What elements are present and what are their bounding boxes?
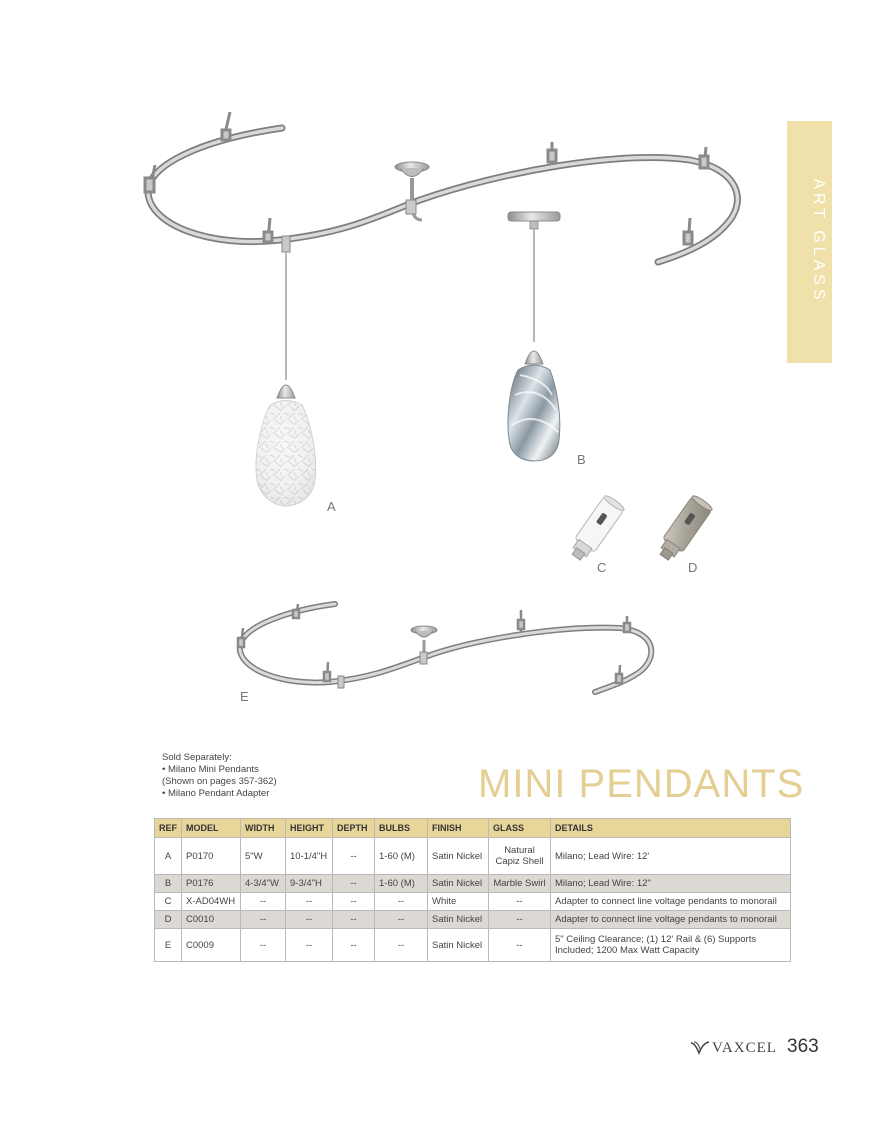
- table-cell: 5" Ceiling Clearance; (1) 12' Rail & (6) Supports Included; 1200 Max Watt Capacity: [551, 929, 791, 962]
- table-header-cell: HEIGHT: [286, 819, 333, 838]
- callout-b: B: [577, 452, 586, 467]
- table-cell: 9-3/4"H: [286, 875, 333, 893]
- pendant-b-marble-swirl: [508, 212, 560, 461]
- table-header-cell: FINISH: [428, 819, 489, 838]
- table-cell: --: [375, 893, 428, 911]
- callout-a: A: [327, 499, 336, 514]
- table-row: [155, 911, 791, 929]
- table-cell: Natural Capiz Shell: [489, 838, 551, 875]
- table-cell: 10-1/4"H: [286, 838, 333, 875]
- callout-d: D: [688, 560, 698, 575]
- table-cell: C0010: [182, 911, 241, 929]
- table-cell: Milano; Lead Wire: 12': [551, 838, 791, 875]
- brand-name: VAXCEL: [712, 1039, 777, 1056]
- table-header-row: [155, 819, 791, 838]
- table-cell: --: [375, 911, 428, 929]
- table-cell: --: [333, 893, 375, 911]
- table-cell: --: [333, 838, 375, 875]
- sold-separately-line: • Milano Mini Pendants: [162, 764, 259, 775]
- table-cell: 1-60 (M): [375, 838, 428, 875]
- spec-table: [154, 818, 791, 962]
- table-row: [155, 893, 791, 911]
- page-title: MINI PENDANTS: [478, 762, 805, 806]
- table-cell: Marble Swirl: [489, 875, 551, 893]
- table-cell: --: [489, 911, 551, 929]
- side-tab-label: ART GLASS: [810, 178, 827, 304]
- table-header-cell: BULBS: [375, 819, 428, 838]
- table-header-cell: GLASS: [489, 819, 551, 838]
- table-cell: Adapter to connect line voltage pendants to monorail: [551, 893, 791, 911]
- table-cell: --: [241, 893, 286, 911]
- table-cell: --: [286, 929, 333, 962]
- sold-separately-line: (Shown on pages 357-362): [162, 776, 277, 787]
- table-cell: C0009: [182, 929, 241, 962]
- table-row: [155, 875, 791, 893]
- brand-logo: [690, 1036, 777, 1060]
- table-cell: P0176: [182, 875, 241, 893]
- table-header-cell: DETAILS: [551, 819, 791, 838]
- table-cell: --: [286, 893, 333, 911]
- table-cell: Satin Nickel: [428, 875, 489, 893]
- table-cell: Satin Nickel: [428, 838, 489, 875]
- table-cell: 1-60 (M): [375, 875, 428, 893]
- table-cell: C: [155, 893, 182, 911]
- table-header-cell: REF: [155, 819, 182, 838]
- table-cell: Milano; Lead Wire: 12": [551, 875, 791, 893]
- table-cell: --: [333, 911, 375, 929]
- table-cell: 5"W: [241, 838, 286, 875]
- table-cell: D: [155, 911, 182, 929]
- table-cell: --: [286, 911, 333, 929]
- table-cell: B: [155, 875, 182, 893]
- table-cell: Satin Nickel: [428, 929, 489, 962]
- table-cell: Adapter to connect line voltage pendants to monorail: [551, 911, 791, 929]
- pendant-a-capiz-shell: [256, 252, 316, 506]
- page-number: 363: [787, 1036, 819, 1057]
- sold-separately-note: [162, 752, 277, 800]
- table-cell: P0170: [182, 838, 241, 875]
- table-header-cell: MODEL: [182, 819, 241, 838]
- adapter-c-white: [566, 494, 625, 564]
- table-cell: --: [333, 929, 375, 962]
- callout-c: C: [597, 560, 607, 575]
- table-cell: --: [489, 893, 551, 911]
- table-cell: 4-3/4"W: [241, 875, 286, 893]
- table-cell: A: [155, 838, 182, 875]
- table-row: [155, 929, 791, 962]
- sold-separately-line: • Milano Pendant Adapter: [162, 788, 270, 799]
- table-cell: --: [375, 929, 428, 962]
- table-row: [155, 838, 791, 875]
- monorail-rail-top: [145, 112, 737, 262]
- table-cell: White: [428, 893, 489, 911]
- adapter-d-satin-nickel: [654, 494, 713, 564]
- table-cell: --: [333, 875, 375, 893]
- table-header-cell: WIDTH: [241, 819, 286, 838]
- table-cell: --: [241, 911, 286, 929]
- table-cell: E: [155, 929, 182, 962]
- table-cell: --: [241, 929, 286, 962]
- sold-separately-heading: Sold Separately:: [162, 752, 232, 763]
- table-cell: Satin Nickel: [428, 911, 489, 929]
- table-header-cell: DEPTH: [333, 819, 375, 838]
- vaxcel-swoosh-icon: [690, 1040, 710, 1056]
- rail-kit-e: [238, 604, 651, 692]
- table-cell: --: [489, 929, 551, 962]
- callout-e: E: [240, 689, 249, 704]
- table-cell: X-AD04WH: [182, 893, 241, 911]
